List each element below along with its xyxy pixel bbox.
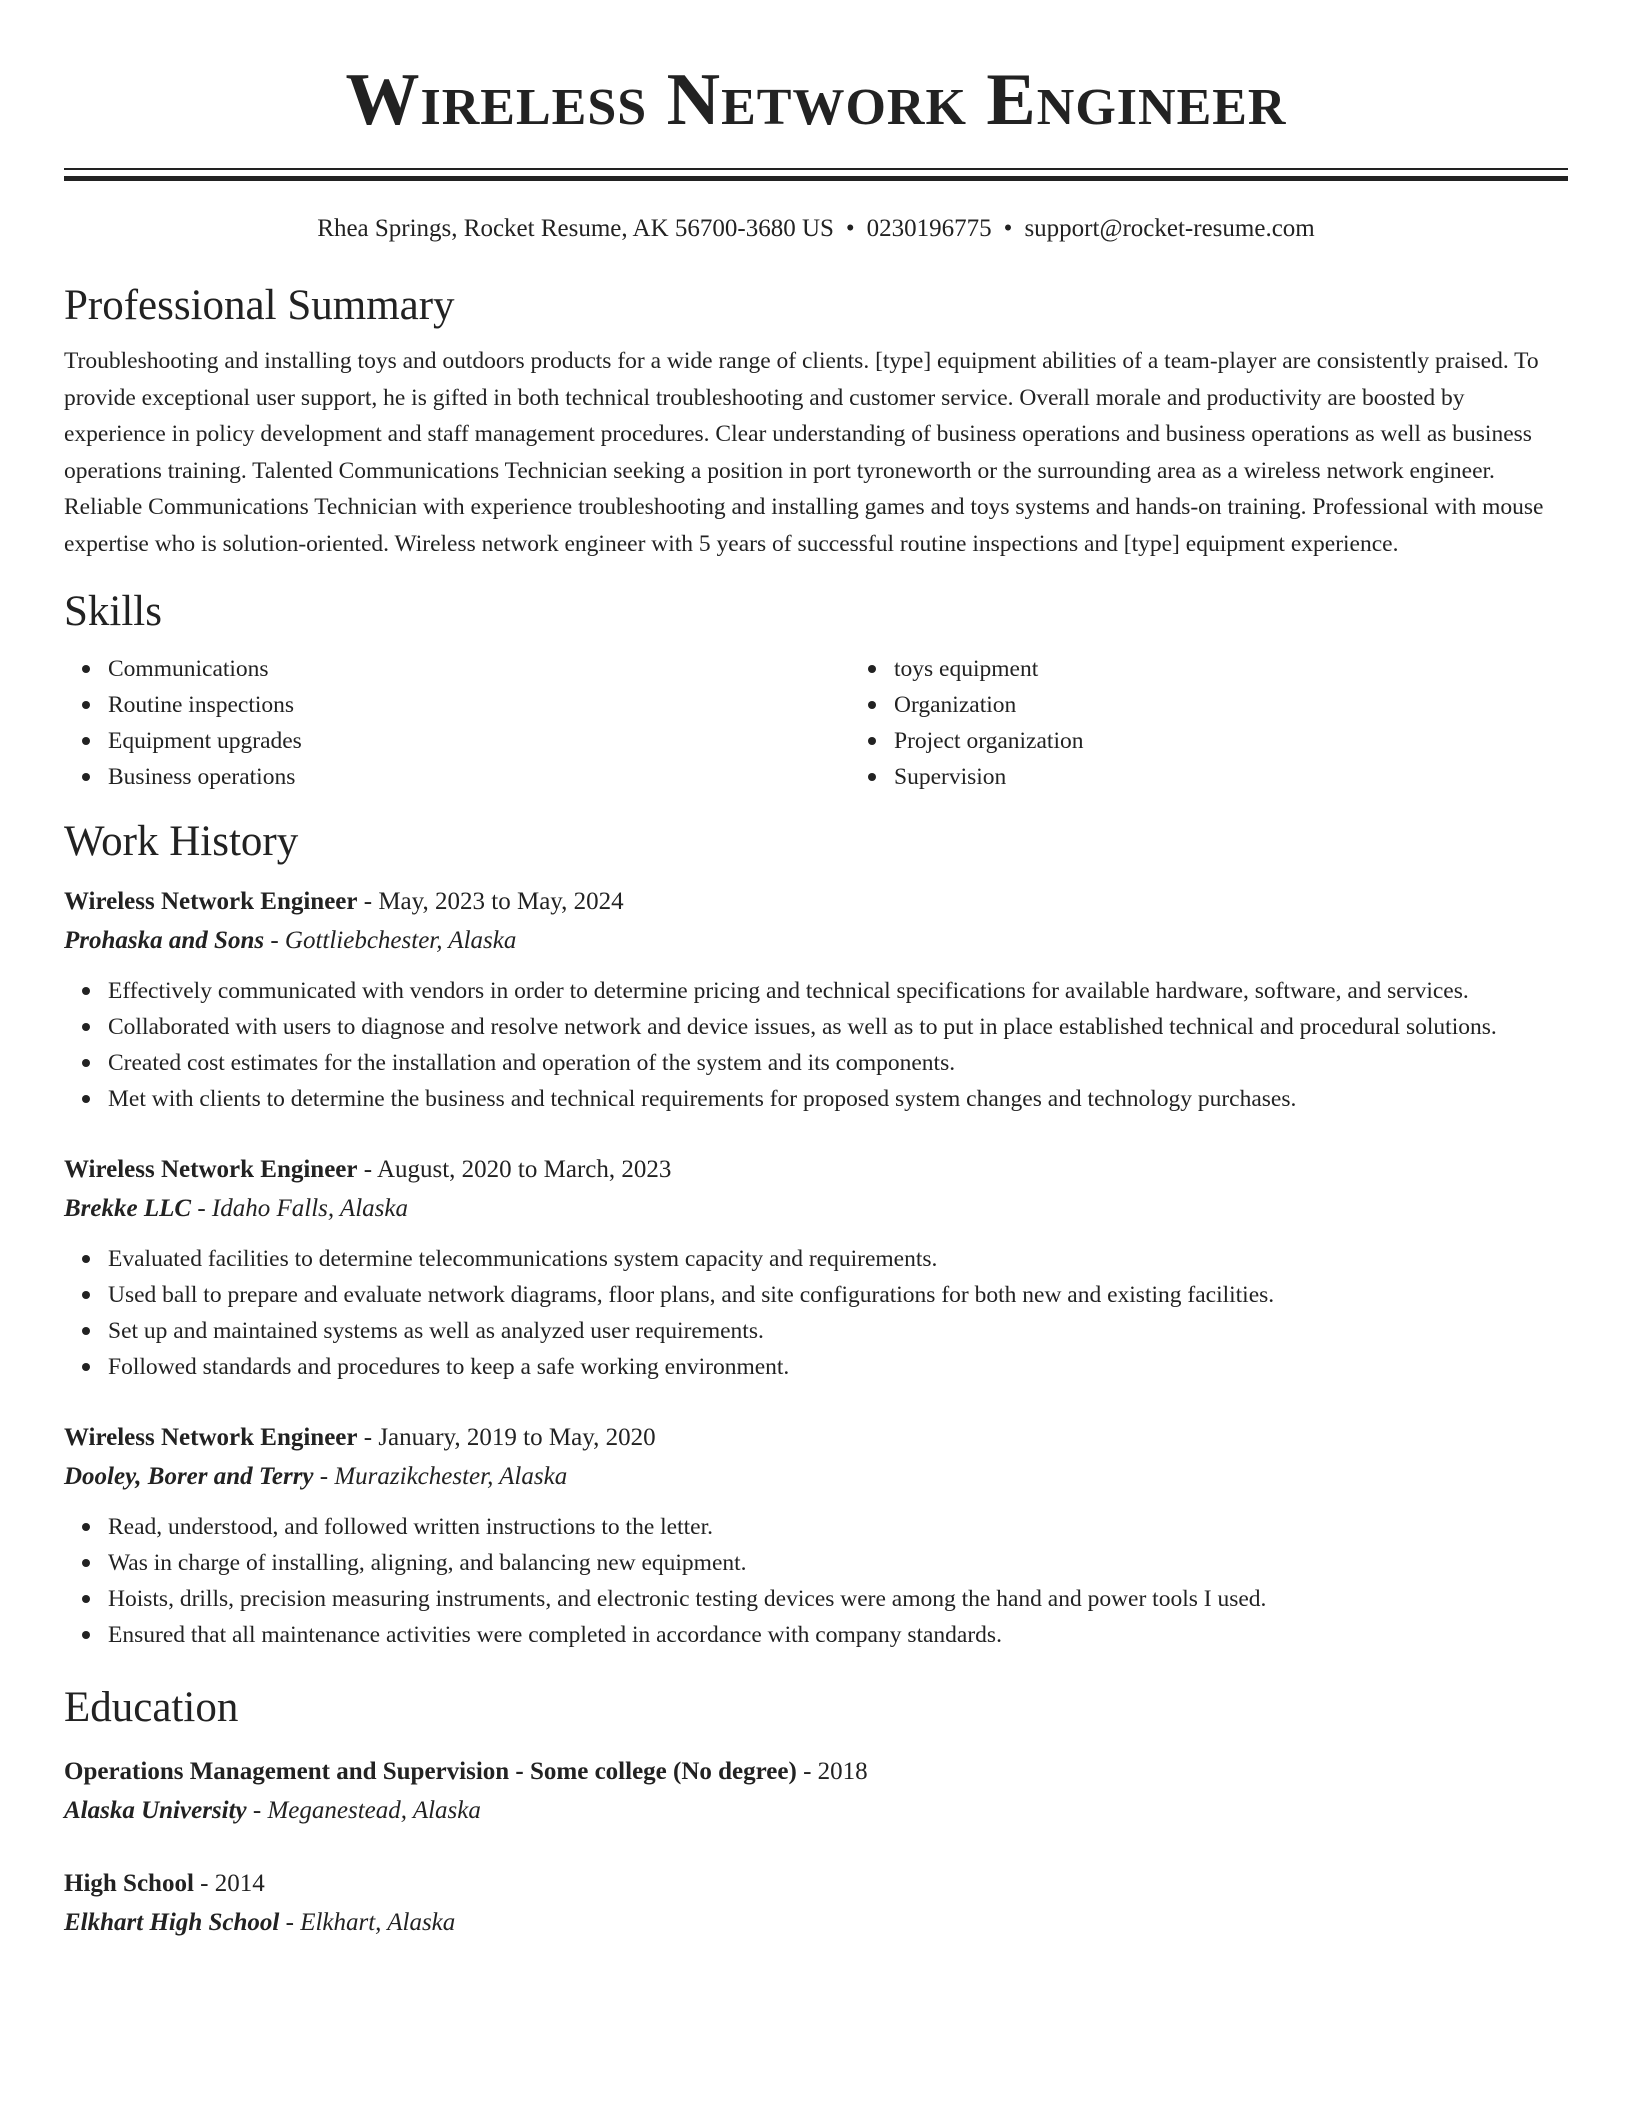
- job-bullet: Evaluated facilities to determine telecommunications system capacity and requirements.: [108, 1241, 1568, 1277]
- education-school-line: Elkhart High School - Elkhart, Alaska: [64, 1908, 456, 1936]
- job-title-line: Wireless Network Engineer - May, 2023 to May, 2024: [64, 887, 624, 915]
- job-title: Wireless Network Engineer: [64, 1155, 358, 1183]
- job-bullet: Ensured that all maintenance activities were completed in accordance with company standards.: [108, 1617, 1568, 1653]
- job-bullet: Used ball to prepare and evaluate network diagrams, floor plans, and site configurations for both new and existing facilities.: [108, 1277, 1568, 1313]
- job-bullets: [64, 973, 1568, 1117]
- job-company-line: Prohaska and Sons - Gottliebchester, Alaska: [64, 926, 517, 954]
- skill-item: Business operations: [108, 759, 850, 795]
- education-year: 2018: [817, 1757, 868, 1785]
- header-rule-thick: [64, 176, 1568, 181]
- work-history-heading: Work History: [64, 817, 299, 865]
- job-bullet: Effectively communicated with vendors in order to determine pricing and technical specifications for available hardware, software, and services.: [108, 973, 1568, 1009]
- job-location: Murazikchester, Alaska: [334, 1462, 568, 1490]
- candidate-name: Wireless Network Engineer: [345, 59, 1287, 141]
- skill-item: Project organization: [894, 723, 1568, 759]
- skill-item: Routine inspections: [108, 687, 850, 723]
- job-entry: [64, 1151, 1568, 1385]
- job-company: Brekke LLC: [64, 1194, 192, 1222]
- skills-heading: Skills: [64, 587, 162, 635]
- skills-column-right: [850, 651, 1568, 795]
- job-company: Dooley, Borer and Terry: [64, 1462, 314, 1490]
- job-bullet: Set up and maintained systems as well as analyzed user requirements.: [108, 1313, 1568, 1349]
- skill-item: Organization: [894, 687, 1568, 723]
- job-title: Wireless Network Engineer: [64, 887, 358, 915]
- job-company-line: Brekke LLC - Idaho Falls, Alaska: [64, 1194, 408, 1222]
- contact-address: Rhea Springs, Rocket Resume, AK 56700-3680 US: [317, 215, 834, 242]
- job-title-line: Wireless Network Engineer - January, 2019 to May, 2020: [64, 1423, 656, 1451]
- job-bullets: [64, 1241, 1568, 1385]
- education-heading: Education: [64, 1683, 239, 1731]
- job-bullet: Read, understood, and followed written instructions to the letter.: [108, 1509, 1568, 1545]
- job-title-line: Wireless Network Engineer - August, 2020 to March, 2023: [64, 1155, 672, 1183]
- job-bullet: Was in charge of installing, aligning, and balancing new equipment.: [108, 1545, 1568, 1581]
- education-entry: [64, 1753, 1568, 1831]
- education-degree-line: High School - 2014: [64, 1869, 265, 1897]
- summary-heading: Professional Summary: [64, 282, 455, 329]
- contact-separator: •: [845, 215, 855, 242]
- job-location: Idaho Falls, Alaska: [211, 1194, 408, 1222]
- job-bullet: Hoists, drills, precision measuring instruments, and electronic testing devices were among the hand and power tools I used.: [108, 1581, 1568, 1617]
- education-location: Elkhart, Alaska: [300, 1908, 456, 1936]
- job-title: Wireless Network Engineer: [64, 1423, 358, 1451]
- contact-line: [64, 213, 1568, 245]
- education-location: Meganestead, Alaska: [267, 1796, 481, 1824]
- job-bullet: Followed standards and procedures to keep a safe working environment.: [108, 1349, 1568, 1385]
- job-bullets: [64, 1509, 1568, 1653]
- contact-phone: 0230196775: [866, 215, 992, 242]
- education-school: Alaska University: [64, 1796, 247, 1824]
- job-company-line: Dooley, Borer and Terry - Murazikchester, Alaska: [64, 1462, 568, 1490]
- job-company: Prohaska and Sons: [64, 926, 265, 954]
- skills-list: [64, 651, 1568, 795]
- job-dates: August, 2020 to March, 2023: [376, 1155, 672, 1183]
- skills-column-left: [64, 651, 850, 795]
- education-degree-line: Operations Management and Supervision - Some college (No degree) - 2018: [64, 1757, 868, 1785]
- job-bullet: Met with clients to determine the business and technical requirements for proposed system changes and technology purchases.: [108, 1081, 1568, 1117]
- education-entry: [64, 1865, 1568, 1943]
- job-bullet: Created cost estimates for the installation and operation of the system and its components.: [108, 1045, 1568, 1081]
- job-entry: [64, 1419, 1568, 1653]
- summary-text: Troubleshooting and installing toys and outdoors products for a wide range of clients. [type] equipment abilities of a team-player are consistently praised. To provide exceptional user support, he is gifted in both technical troubleshooting and customer service. Overall morale and productivity are boosted by experience in policy development and staff management procedures. Clear understanding of business operations and business operations as well as business operations training. Talented Communications Technician seeking a position in port tyroneworth or the surrounding area as a wireless network engineer. Reliable Communications Technician with experience troubleshooting and installing games and toys systems and hands-on training. Professional with mouse expertise who is solution-oriented. Wireless network engineer with 5 years of successful routine inspections and [type] equipment experience.: [64, 348, 1544, 557]
- education-school: Elkhart High School: [64, 1908, 280, 1936]
- skill-item: Communications: [108, 651, 850, 687]
- education-school-line: Alaska University - Meganestead, Alaska: [64, 1796, 481, 1824]
- header-rule-thin: [64, 168, 1568, 170]
- skill-item: Equipment upgrades: [108, 723, 850, 759]
- skill-item: toys equipment: [894, 651, 1568, 687]
- job-entry: [64, 883, 1568, 1117]
- education-degree: High School: [64, 1869, 194, 1897]
- contact-separator: •: [1003, 215, 1013, 242]
- job-bullet: Collaborated with users to diagnose and resolve network and device issues, as well as to put in place established technical and procedural solutions.: [108, 1009, 1568, 1045]
- job-dates: May, 2023 to May, 2024: [378, 887, 624, 915]
- contact-email[interactable]: support@rocket-resume.com: [1024, 215, 1315, 242]
- education-year: 2014: [214, 1869, 265, 1897]
- job-location: Gottliebchester, Alaska: [284, 926, 517, 954]
- job-dates: January, 2019 to May, 2020: [378, 1423, 656, 1451]
- skill-item: Supervision: [894, 759, 1568, 795]
- education-degree: Operations Management and Supervision - Some college (No degree): [64, 1757, 797, 1785]
